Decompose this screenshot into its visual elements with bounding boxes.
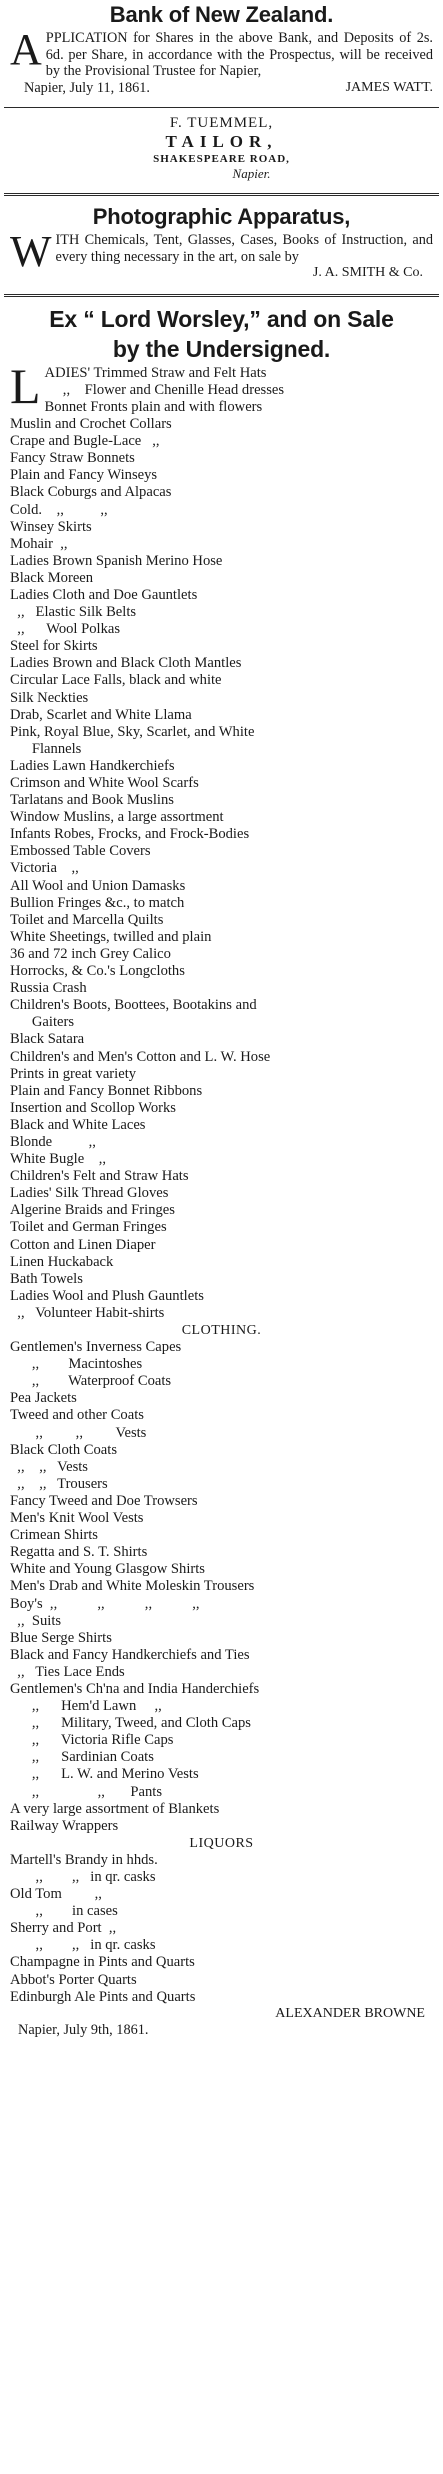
list-item: Drab, Scarlet and White Llama [10,706,192,723]
list-item: Prints in great variety [10,1065,137,1082]
list-item: ,, Sardinian Coats [10,1749,154,1766]
list-item: ,, Waterproof Coats [10,1373,172,1390]
list-item: Blonde ,, [10,1133,96,1150]
list-item: Fancy Tweed and Doe Trowsers [10,1492,198,1509]
divider [4,193,439,196]
list-item: Gaiters [10,1014,75,1031]
list-item: Children's Felt and Straw Hats [10,1168,189,1185]
list-item: Old Tom ,, [10,1886,102,1903]
list-item: White Bugle ,, [10,1151,107,1168]
list-item: Martell's Brandy in hhds. [10,1851,158,1868]
list-item: ,, Flower and Chenille Head dresses [44,381,285,398]
tailor-town: Napier. [232,165,271,181]
list-item: Toilet and Marcella Quilts [10,911,164,928]
tailor-name: F. TUEMMEL, [169,114,274,131]
sale-heading-line2: by the Undersigned. [112,335,331,362]
list-item: ,, L. W. and Merino Vests [10,1766,199,1783]
list-item: Embossed Table Covers [10,843,151,860]
list-item: ,, Macintoshes [10,1356,143,1373]
list-item: Toilet and German Fringes [10,1219,167,1236]
photo-signature: J. A. SMITH & Co. [312,265,423,281]
list-item: Black Coburgs and Alpacas [10,484,172,501]
list-item: ,, ,, Pants [10,1783,163,1800]
divider [4,294,439,297]
list-item: Men's Knit Wool Vests [10,1510,144,1527]
list-item: Crimean Shirts [10,1527,98,1544]
list-item: Ladies Lawn Handkerchiefs [10,757,175,774]
tailor-address: SHAKESPEARE ROAD, [153,152,290,165]
sale-item-list [10,357,433,2006]
list-item: Blue Serge Shirts [10,1629,112,1646]
list-item: Black Moreen [10,569,94,586]
list-item: Cotton and Linen Diaper [10,1236,156,1253]
list-item: Plain and Fancy Bonnet Ribbons [10,1082,203,1099]
list-item: Railway Wrappers [10,1817,119,1834]
list-item: Pea Jackets [10,1390,77,1407]
list-item: Horrocks, & Co.'s Longcloths [10,963,185,980]
list-item: Black and White Laces [10,1116,146,1133]
list-item: Regatta and S. T. Shirts [10,1544,148,1561]
list-item: ,, in cases [10,1903,118,1920]
bank-body-text: PPLICATION for Shares in the above Bank, and Deposits of 2s. 6d. per Share, in accordance with the Prospectus, will be received by the Provisional Trustee for Napier, [45,30,433,80]
list-item: ,, Hem'd Lawn ,, [10,1698,162,1715]
section-subheading: CLOTHING. [181,1323,262,1338]
list-item: Ladies Cloth and Doe Gauntlets [10,586,198,603]
bank-signature: JAMES WATT. [345,79,433,95]
list-item: Tarlatans and Book Muslins [10,792,174,809]
bank-body [10,25,433,80]
list-item: Sherry and Port ,, [10,1920,117,1937]
list-item: Victoria ,, [10,860,79,877]
list-item: Crape and Bugle-Lace ,, [10,433,160,450]
list-item: Gentlemen's Ch'na and India Handerchiefs [10,1680,260,1697]
list-item: ,, Victoria Rifle Caps [10,1732,174,1749]
list-item: Infants Robes, Frocks, and Frock-Bodies [10,826,250,843]
list-item: Men's Drab and White Moleskin Trousers [10,1578,255,1595]
bank-dateline: Napier, July 11, 1861. [24,80,150,97]
list-item: White and Young Glasgow Shirts [10,1561,205,1578]
sale-heading-line1: Ex “ Lord Worsley,” and on Sale [49,305,394,332]
sale-dateline: Napier, July 9th, 1861. [18,2022,149,2039]
list-item: Insertion and Scollop Works [10,1099,176,1116]
list-item: Abbot's Porter Quarts [10,1971,137,1988]
list-item: ADIES' Trimmed Straw and Felt Hats [44,364,267,381]
list-item: Edinburgh Ale Pints and Quarts [10,1988,196,2005]
list-item: Pink, Royal Blue, Sky, Scarlet, and White [10,723,255,740]
tailor-advertisement [4,112,439,187]
list-item: Black Satara [10,1031,85,1048]
list-item: Linen Huckaback [10,1253,114,1270]
list-item: Ladies Brown Spanish Merino Hose [10,552,223,569]
list-item: Champagne in Pints and Quarts [10,1954,195,1971]
list-item: ,, ,, Trousers [10,1475,108,1492]
list-item: Mohair ,, [10,535,68,552]
list-item: ,, Military, Tweed, and Cloth Caps [10,1715,251,1732]
list-item: Black and Fancy Handkerchiefs and Ties [10,1646,250,1663]
list-item: Muslin and Crochet Collars [10,416,172,433]
list-item: A very large assortment of Blankets [10,1800,220,1817]
photo-advertisement [4,202,439,288]
list-item: Circular Lace Falls, black and white [10,672,222,689]
photo-dropcap: W [10,226,52,276]
sale-dropcap-wrap [10,357,433,2006]
sale-signature: ALEXANDER BROWNE [275,2005,425,2021]
list-item: Children's Boots, Boottees, Bootakins and [10,997,257,1014]
list-item: Bath Towels [10,1270,83,1287]
list-item: Window Muslins, a large assortment [10,809,224,826]
list-item: Winsey Skirts [10,518,92,535]
list-item: ,, Ties Lace Ends [10,1663,125,1680]
sale-dropcap: L [10,357,41,414]
bank-dropcap: A [10,25,42,74]
list-item: Fancy Straw Bonnets [10,450,135,467]
list-item: Ladies' Silk Thread Gloves [10,1185,169,1202]
list-item: Silk Neckties [10,689,89,706]
list-item: White Sheetings, twilled and plain [10,928,212,945]
section-subheading: LIQUORS [189,1835,254,1851]
list-item: Crimson and White Wool Scarfs [10,775,199,791]
list-item: Steel for Skirts [10,638,98,655]
list-item: Russia Crash [10,980,87,997]
sale-advertisement [4,303,439,2045]
photo-body-text: ITH Chemicals, Tent, Glasses, Cases, Books of Instruction, and every thing necessary in the art, on sale by [55,231,433,265]
list-item: Gentlemen's Inverness Capes [10,1339,182,1356]
list-item: ,, Suits [10,1612,62,1629]
list-item: Ladies Wool and Plush Gauntlets [10,1287,204,1304]
list-item: ,, Wool Polkas [10,621,121,638]
bank-advertisement [4,0,439,103]
list-item: Children's and Men's Cotton and L. W. Hose [10,1048,271,1065]
list-item: ,, ,, in qr. casks [10,1869,156,1885]
list-item: Tweed and other Coats [10,1407,144,1424]
list-item: Black Cloth Coats [10,1441,118,1458]
list-item: Plain and Fancy Winseys [10,467,158,484]
list-item: All Wool and Union Damasks [10,877,186,894]
tailor-trade: TAILOR, [165,131,278,151]
list-item: ,, Elastic Silk Belts [10,604,137,621]
list-item: ,, ,, Vests [10,1458,88,1475]
list-item: Ladies Brown and Black Cloth Mantles [10,655,242,672]
photo-heading: Photographic Apparatus, [92,203,351,229]
list-item: 36 and 72 inch Grey Calico [10,945,171,962]
list-item: ,, Volunteer Habit-shirts [10,1304,165,1321]
list-item: ,, ,, in qr. casks [10,1937,156,1954]
list-item: Flannels [10,740,82,757]
list-item: Boy's ,, ,, ,, ,, [10,1595,200,1612]
list-item: Algerine Braids and Fringes [10,1202,175,1219]
list-item: Bullion Fringes &c., to match [10,894,185,911]
list-item: Bonnet Fronts plain and with flowers [44,398,263,415]
divider [4,107,439,108]
list-item: ,, ,, Vests [10,1424,147,1441]
list-item: Cold. ,, ,, [10,501,108,518]
bank-heading: Bank of New Zealand. [109,2,334,27]
